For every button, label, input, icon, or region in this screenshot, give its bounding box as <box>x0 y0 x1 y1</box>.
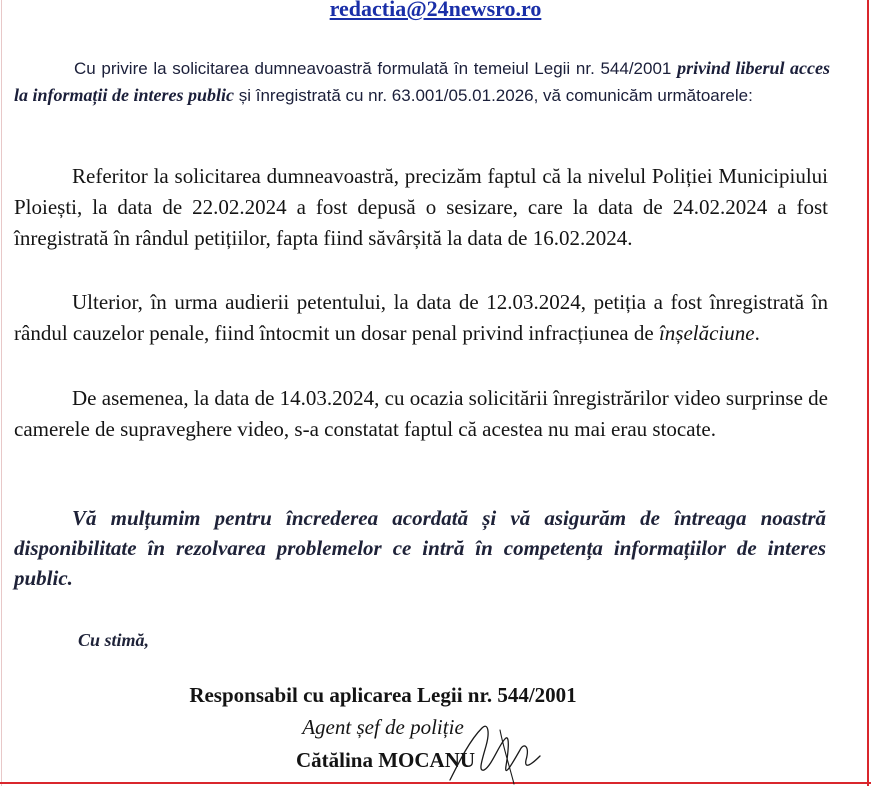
signatory-rank: Agent șef de poliție <box>302 715 464 739</box>
intro-paragraph <box>14 55 830 109</box>
page-right-border <box>867 0 869 786</box>
thanks-paragraph <box>14 503 826 593</box>
body-paragraph-1 <box>14 161 828 254</box>
signatory-role: Responsabil cu aplicarea Legii nr. 544/2001 <box>189 683 577 707</box>
contact-email: redactia@24newsro.ro <box>329 0 542 21</box>
body-paragraph-2-end: . <box>754 321 760 345</box>
body-paragraph-1-text: Referitor la solicitarea dumneavoastră, precizăm faptul că la nivelul Poliției Municipiului Ploiești, la data de 22.02.2024 a fost depusă o sesizare, care la data de 24.02.2024 a fost înregistrată în rândul petițiilor, fapta fiind săvârșită la data de 16.02.2024. <box>14 164 828 250</box>
closing-regards: Cu stimă, <box>78 630 150 650</box>
law-title: privind liberul acces la informații de interes public <box>14 58 830 105</box>
page-bottom-border <box>0 782 871 784</box>
offense-name: înșelăciune <box>658 321 755 345</box>
intro-text-end: și înregistrată cu nr. 63.001/05.01.2026, vă comunicăm următoarele: <box>234 86 753 105</box>
handwritten-signature <box>440 720 560 786</box>
body-paragraph-3 <box>14 383 828 445</box>
body-paragraph-2-text: Ulterior, în urma audierii petentului, la data de 12.03.2024, petiția a fost înregistrată în rândul cauzelor penale, fiind întocmit un dosar penal privind infracțiunea de <box>14 290 828 345</box>
thanks-text: Vă mulțumim pentru încrederea acordată și vă asigurăm de întreaga noastră disponibilitate în rezolvarea problemelor ce intră în competența informațiilor de interes public. <box>14 506 826 590</box>
body-paragraph-3-text: De asemenea, la data de 14.03.2024, cu ocazia solicitării înregistrărilor video surprinse de camerele de supraveghere video, s-a constatat faptul că acestea nu mai erau stocate. <box>14 386 828 441</box>
page-left-edge <box>1 0 2 786</box>
body-paragraph-2 <box>14 287 828 349</box>
intro-text-start: Cu privire la solicitarea dumneavoastră formulată în temeiul Legii nr. 544/2001 <box>74 59 678 78</box>
signatory-name: Cătălina MOCANU <box>295 748 476 772</box>
